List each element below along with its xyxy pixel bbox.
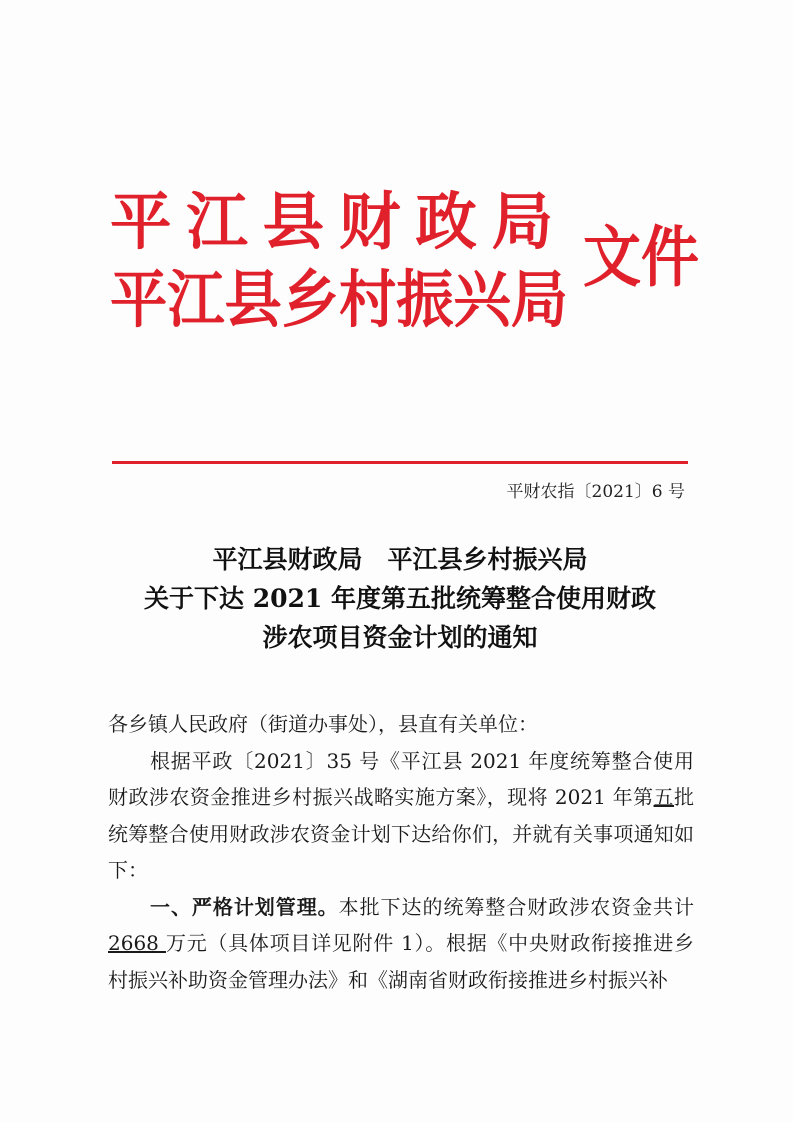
addressee: 各乡镇人民政府（街道办事处），县直有关单位：	[108, 712, 538, 736]
section-1-text-b: 万元（具体项目详见附件 1）。根据《中央财政衔接推进乡村振兴补助资金管理办法》和《湖南省财政衔接推进乡村振兴补	[108, 931, 694, 992]
doc-type-label: 文件	[583, 219, 699, 296]
document-body	[108, 706, 694, 998]
fund-amount: 2668	[108, 931, 166, 955]
document-title	[100, 540, 700, 657]
paragraph-1-text-a: 根据平政〔2021〕35 号《平江县 2021 年度统筹整合使用财政涉农资金推进乡村振兴战略实施方案》，现将 2021 年第	[108, 748, 694, 809]
paragraph-1-text-b: 批统筹整合使用财政涉农资金计划下达给你们，并就有关事项通知如下：	[108, 785, 694, 882]
title-line-2: 关于下达 2021 年度第五批统筹整合使用财政	[144, 584, 656, 613]
red-divider	[112, 461, 688, 464]
paragraph-1	[108, 743, 694, 889]
section-1	[108, 889, 694, 999]
document-number: 平财农指〔2021〕6 号	[506, 482, 685, 502]
issuing-org-finance-bureau: 平江县财政局	[110, 185, 568, 258]
title-line-1: 平江县财政局 平江县乡村振兴局	[212, 545, 588, 574]
batch-number: 五	[653, 785, 674, 809]
section-1-heading: 一、严格计划管理。	[150, 894, 339, 919]
section-1-text-a: 本批下达的统筹整合财政涉农资金共计	[338, 894, 695, 919]
issuing-org-rural-revitalization-bureau: 平江县乡村振兴局	[110, 263, 568, 336]
title-line-3: 涉农项目资金计划的通知	[262, 623, 538, 652]
